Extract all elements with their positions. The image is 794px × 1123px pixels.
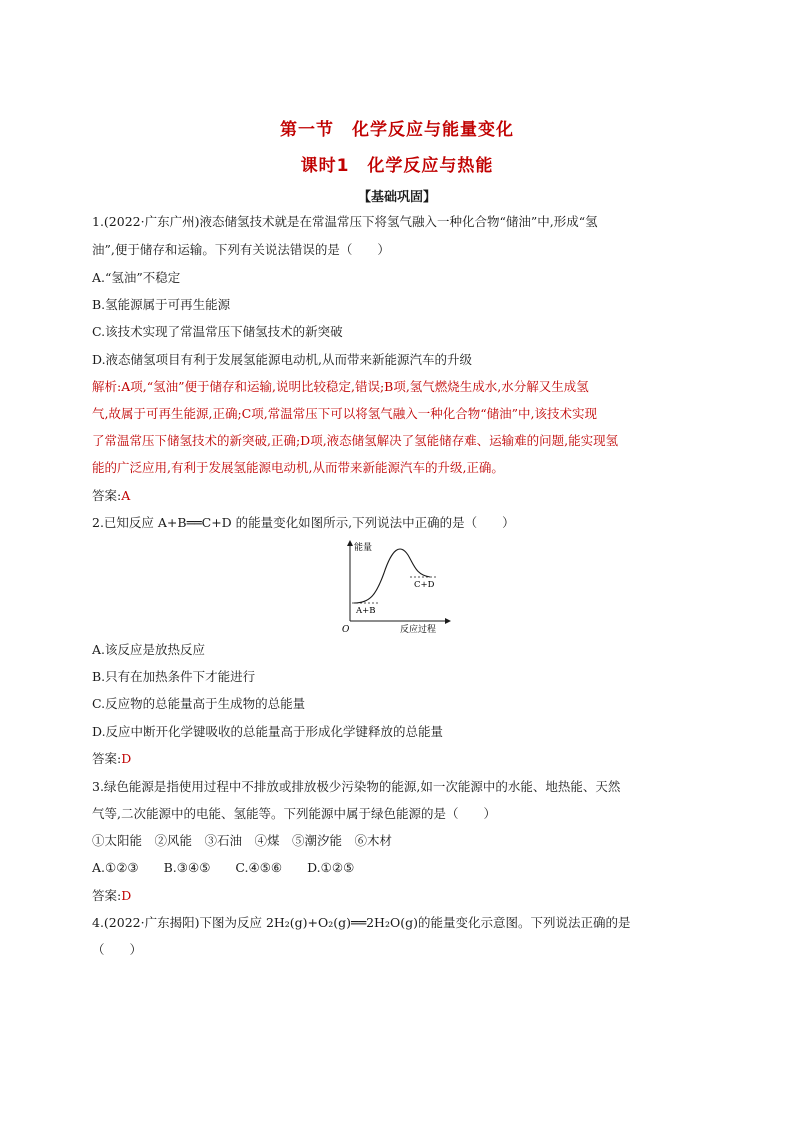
reactant-label: A+B — [356, 606, 376, 616]
answer-value: D — [121, 751, 132, 766]
q4-stem-line-1: 4.(2022·广东揭阳)下图为反应 2H₂(g)+O₂(g)══2H₂O(g)的能量变化示意图。下列说法正确的是 — [92, 915, 631, 930]
q1-analysis-line-2: 气,故属于可再生能源,正确;C项,常温常压下可以将氢气融入一种化合物“储油”中,该技术实现 — [92, 406, 597, 421]
q1-answer — [92, 488, 130, 504]
y-axis-label: 能量 — [354, 543, 373, 553]
page-title: 第一节 化学反应与能量变化 — [280, 120, 514, 140]
q3-stem-line-2: 气等,二次能源中的电能、氢能等。下列能源中属于绿色能源的是（ ） — [92, 806, 496, 821]
q3-stem-line-1: 3.绿色能源是指使用过程中不排放或排放极少污染物的能源,如一次能源中的水能、地热能、天然 — [92, 779, 621, 794]
q3-choices: A.①②③ B.③④⑤ C.④⑤⑥ D.①②⑤ — [92, 860, 355, 875]
q1-option-a: A.“氢油”不稳定 — [92, 270, 181, 285]
q1-option-c: C.该技术实现了常温常压下储氢技术的新突破 — [92, 324, 343, 339]
q2-option-a: A.该反应是放热反应 — [92, 642, 206, 657]
x-axis-label: 反应过程 — [400, 625, 437, 635]
q1-option-d: D.液态储氢项目有利于发展氢能源电动机,从而带来新能源汽车的升级 — [92, 352, 473, 367]
q1-analysis-line-1: 解析:A项,“氢油”便于储存和运输,说明比较稳定,错误;B项,氢气燃烧生成水,水分解又生成氢 — [92, 379, 589, 394]
section-heading: 【基础巩固】 — [357, 190, 436, 205]
q3-answer — [92, 888, 131, 904]
origin-label: O — [342, 625, 350, 635]
answer-value: D — [121, 888, 132, 903]
lesson-subtitle: 课时1 化学反应与热能 — [300, 156, 494, 176]
energy-curve — [354, 549, 430, 603]
q1-analysis-line-3: 了常温常压下储氢技术的新突破,正确;D项,液态储氢解决了氢能储存难、运输难的问题,能实现氢 — [92, 433, 619, 448]
q2-option-c: C.反应物的总能量高于生成物的总能量 — [92, 696, 306, 711]
answer-value: A — [121, 488, 131, 503]
q1-analysis-line-4: 能的广泛应用,有利于发展氢能源电动机,从而带来新能源汽车的升级,正确。 — [92, 460, 504, 475]
answer-label: 答案: — [92, 751, 122, 766]
q2-option-d: D.反应中断开化学键吸收的总能量高于形成化学键释放的总能量 — [92, 724, 444, 739]
q1-stem-line-2: 油”,便于储存和运输。下列有关说法错误的是（ ） — [92, 242, 390, 257]
q2-answer — [92, 751, 131, 767]
q1-stem-line-1: 1.(2022·广东广州)液态储氢技术就是在常温常压下将氢气融入一种化合物“储油”中,形成“氢 — [92, 214, 598, 229]
q2-option-b: B.只有在加热条件下才能进行 — [92, 669, 256, 684]
q4-stem-line-2: （ ） — [92, 942, 143, 957]
answer-label: 答案: — [92, 888, 122, 903]
q1-option-b: B.氢能源属于可再生能源 — [92, 297, 231, 312]
product-label: C+D — [414, 580, 435, 590]
q3-items: ①太阳能 ②风能 ③石油 ④煤 ⑤潮汐能 ⑥木材 — [92, 833, 393, 848]
energy-diagram — [336, 535, 456, 635]
q2-stem: 2.已知反应 A+B══C+D 的能量变化如图所示,下列说法中正确的是（ ） — [92, 515, 515, 530]
answer-label: 答案: — [92, 488, 122, 503]
